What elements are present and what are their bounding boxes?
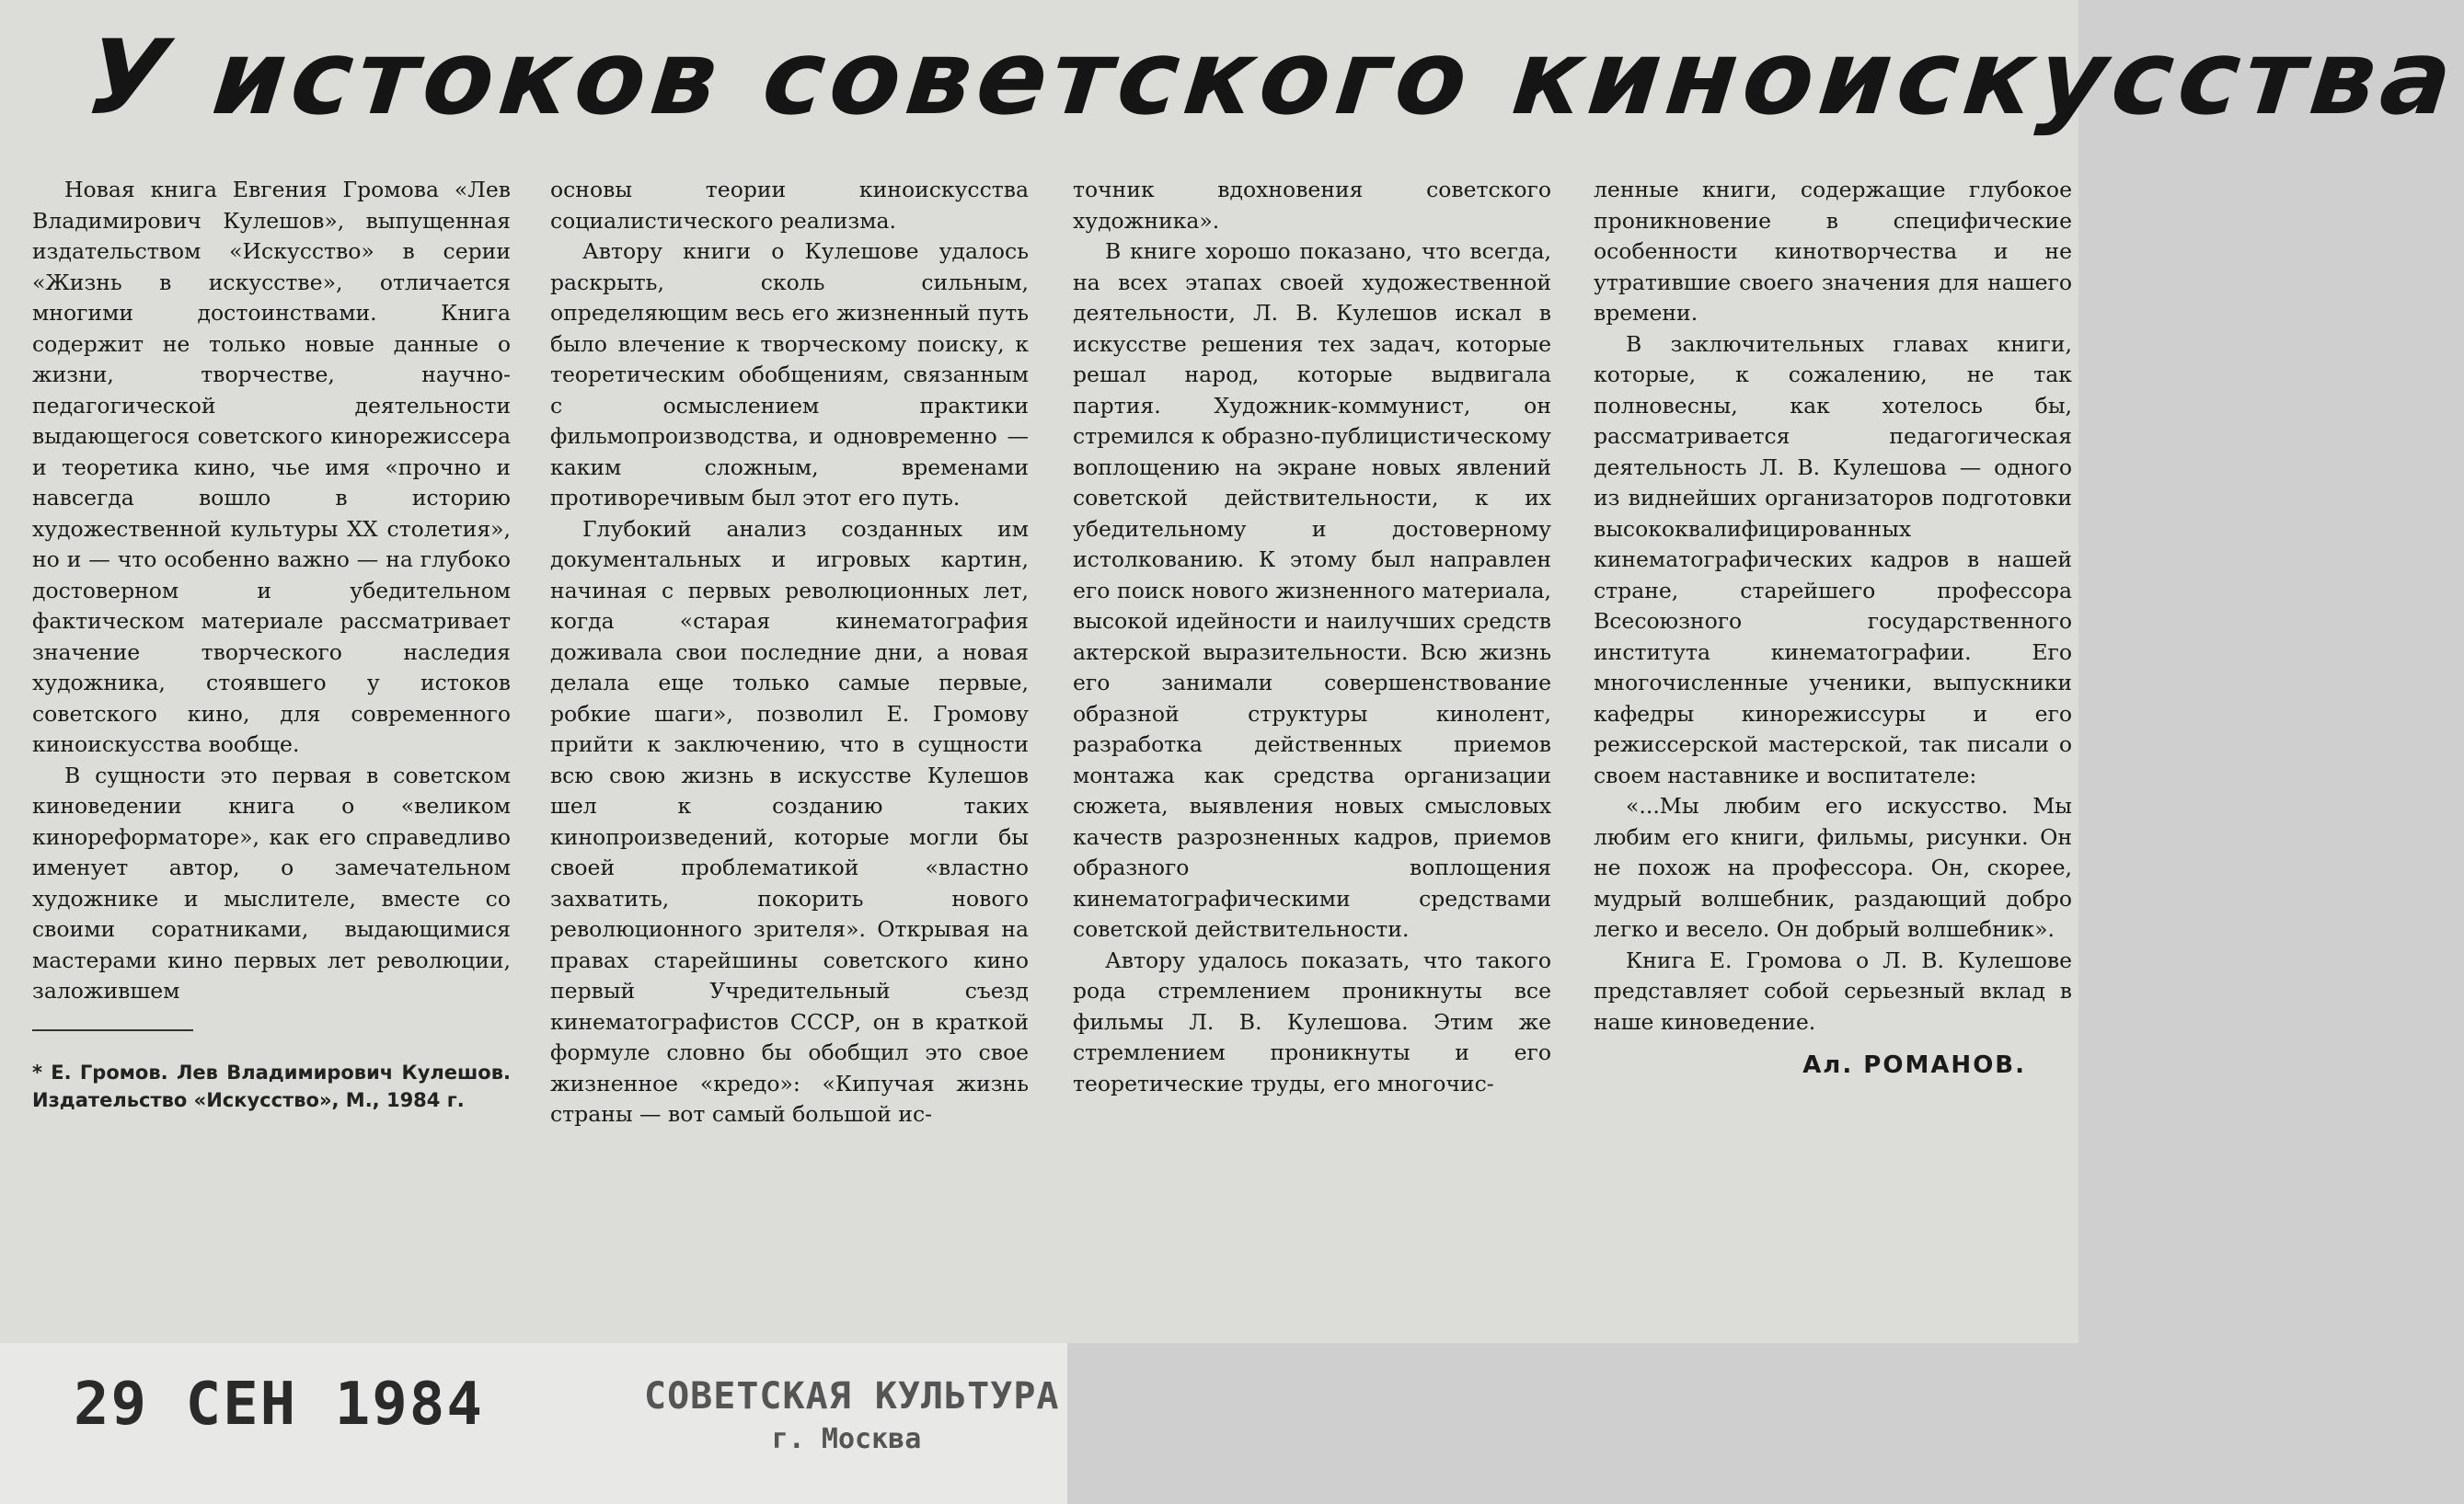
archive-stamp-strip xyxy=(0,1343,1067,1504)
newspaper-name: СОВЕТСКАЯ КУЛЬТУРА xyxy=(644,1375,1060,1418)
paragraph: ленные книги, содержащие глубокое проникновение в специфические особенности кинотворчества и не утратившие своего значения для нашего времени. xyxy=(1594,177,2072,326)
newspaper-stamp xyxy=(644,1375,1060,1455)
paragraph: Книга Е. Громова о Л. В. Кулешове представляет собой серьезный вклад в наше киноведение. xyxy=(1594,947,2072,1035)
newspaper-city: г. Москва xyxy=(771,1423,922,1455)
headline: У истоков советского киноискусства xyxy=(81,18,2463,138)
paragraph: Новая книга Евгения Громова «Лев Владимирович Кулешов», выпущенная издательством «Искусство» в серии «Жизнь в искусстве», отличается многими достоинствами. Книга содержит не только новые данные о жизни, творчестве, научно-педагогической деятельности выдающегося советского кинорежиссера и теоретика кино, чье имя «прочно и навсегда вошло в историю художественной культуры XX столетия», но и — что особенно важно — на глубоко достоверном и убедительном фактическом материале рассматривает значение творческого наследия художника, стоявшего у истоков советского кино, для современного киноискусства вообще. xyxy=(32,177,511,757)
paragraph: В заключительных главах книги, которые, к сожалению, не так полновесны, как хотелось бы, рассматривается педагогическая деятельность Л. В. Кулешова — одного из виднейших организаторов подготовки высококвалифицированных кинематографических кадров в нашей стране, старейшего профессора Всесоюзного государственного института кинематографии. Его многочисленные ученики, выпускники кафедры кинорежиссуры и его режиссерской мастерской, так писали о своем наставнике и воспитателе: xyxy=(1594,330,2072,788)
article-column-2 xyxy=(550,175,1029,1131)
date-stamp: 29 СЕН 1984 xyxy=(74,1371,484,1439)
paragraph: Глубокий анализ созданных им документальных и игровых картин, начиная с первых революционных лет, когда «старая кинематография доживала свои последние дни, а новая делала еще только самые первые, робкие шаги», позволил Е. Громову прийти к заключению, что в сущности всю свою жизнь в искусстве Кулешов шел к созданию таких кинопроизведений, которые могли бы своей проблематикой «властно захватить, покорить нового революционного зрителя». Открывая на правах старейшины советского кино первый Учредительный съезд кинематографистов СССР, он в краткой формуле словно бы обобщил это свое жизненное «кредо»: «Кипучая жизнь страны — вот самый большой ис- xyxy=(550,515,1029,1127)
article-body xyxy=(32,175,2072,1334)
author-signature: Ал. РОМАНОВ. xyxy=(1802,1051,2026,1079)
quote-paragraph: «...Мы любим его искусство. Мы любим его книги, фильмы, рисунки. Он не похож на профессора. Он, скорее, мудрый волшебник, раздающий добро легко и весело. Он добрый волшебник». xyxy=(1594,793,2072,942)
article-column-1 xyxy=(32,175,511,1114)
paragraph: В книге хорошо показано, что всегда, на всех этапах своей художественной деятельности, Л. В. Кулешов искал в искусстве решения тех задач, которые решал народ, которые выдвигала партия. Художник-коммунист, он стремился к образно-публицистическому воплощению на экране новых явлений советской действительности, к их убедительному и достоверному истолкованию. К этому был направлен его поиск нового жизненного материала, высокой идейности и наилучших средств актерской выразительности. Всю жизнь его занимали совершенствование образной структуры кинолент, разработка действенных приемов монтажа как средства организации сюжета, выявления новых смысловых качеств разрозненных кадров, приемов образного воплощения кинематографическими средствами советской действительности. xyxy=(1073,238,1551,942)
paragraph: Автору удалось показать, что такого рода стремлением проникнуты все фильмы Л. В. Кулешова. Этим же стремлением проникнуты и его теоретические труды, его многочис- xyxy=(1073,947,1551,1096)
article-column-3 xyxy=(1073,175,1551,1099)
paragraph: точник вдохновения советского художника». xyxy=(1073,177,1551,234)
paragraph: Автору книги о Кулешове удалось раскрыть, сколь сильным, определяющим весь его жизненный путь было влечение к творческому поиску, к теоретическим обобщениям, связанным с осмыслением практики фильмопроизводства, и одновременно — каким сложным, временами противоречивым был этот его путь. xyxy=(550,238,1029,511)
article-column-4 xyxy=(1594,175,2072,1082)
footnote-divider xyxy=(32,1029,193,1031)
footnote: * Е. Громов. Лев Владимирович Кулешов. Издательство «Искусство», М., 1984 г. xyxy=(32,1061,511,1111)
paragraph: основы теории киноискусства социалистического реализма. xyxy=(550,177,1029,234)
paragraph: В сущности это первая в советском киноведении книга о «великом кинореформаторе», как его справедливо именует автор, о замечательном художнике и мыслителе, вместе со своими соратниками, выдающимися мастерами кино первых лет революции, заложившем xyxy=(32,762,511,1004)
